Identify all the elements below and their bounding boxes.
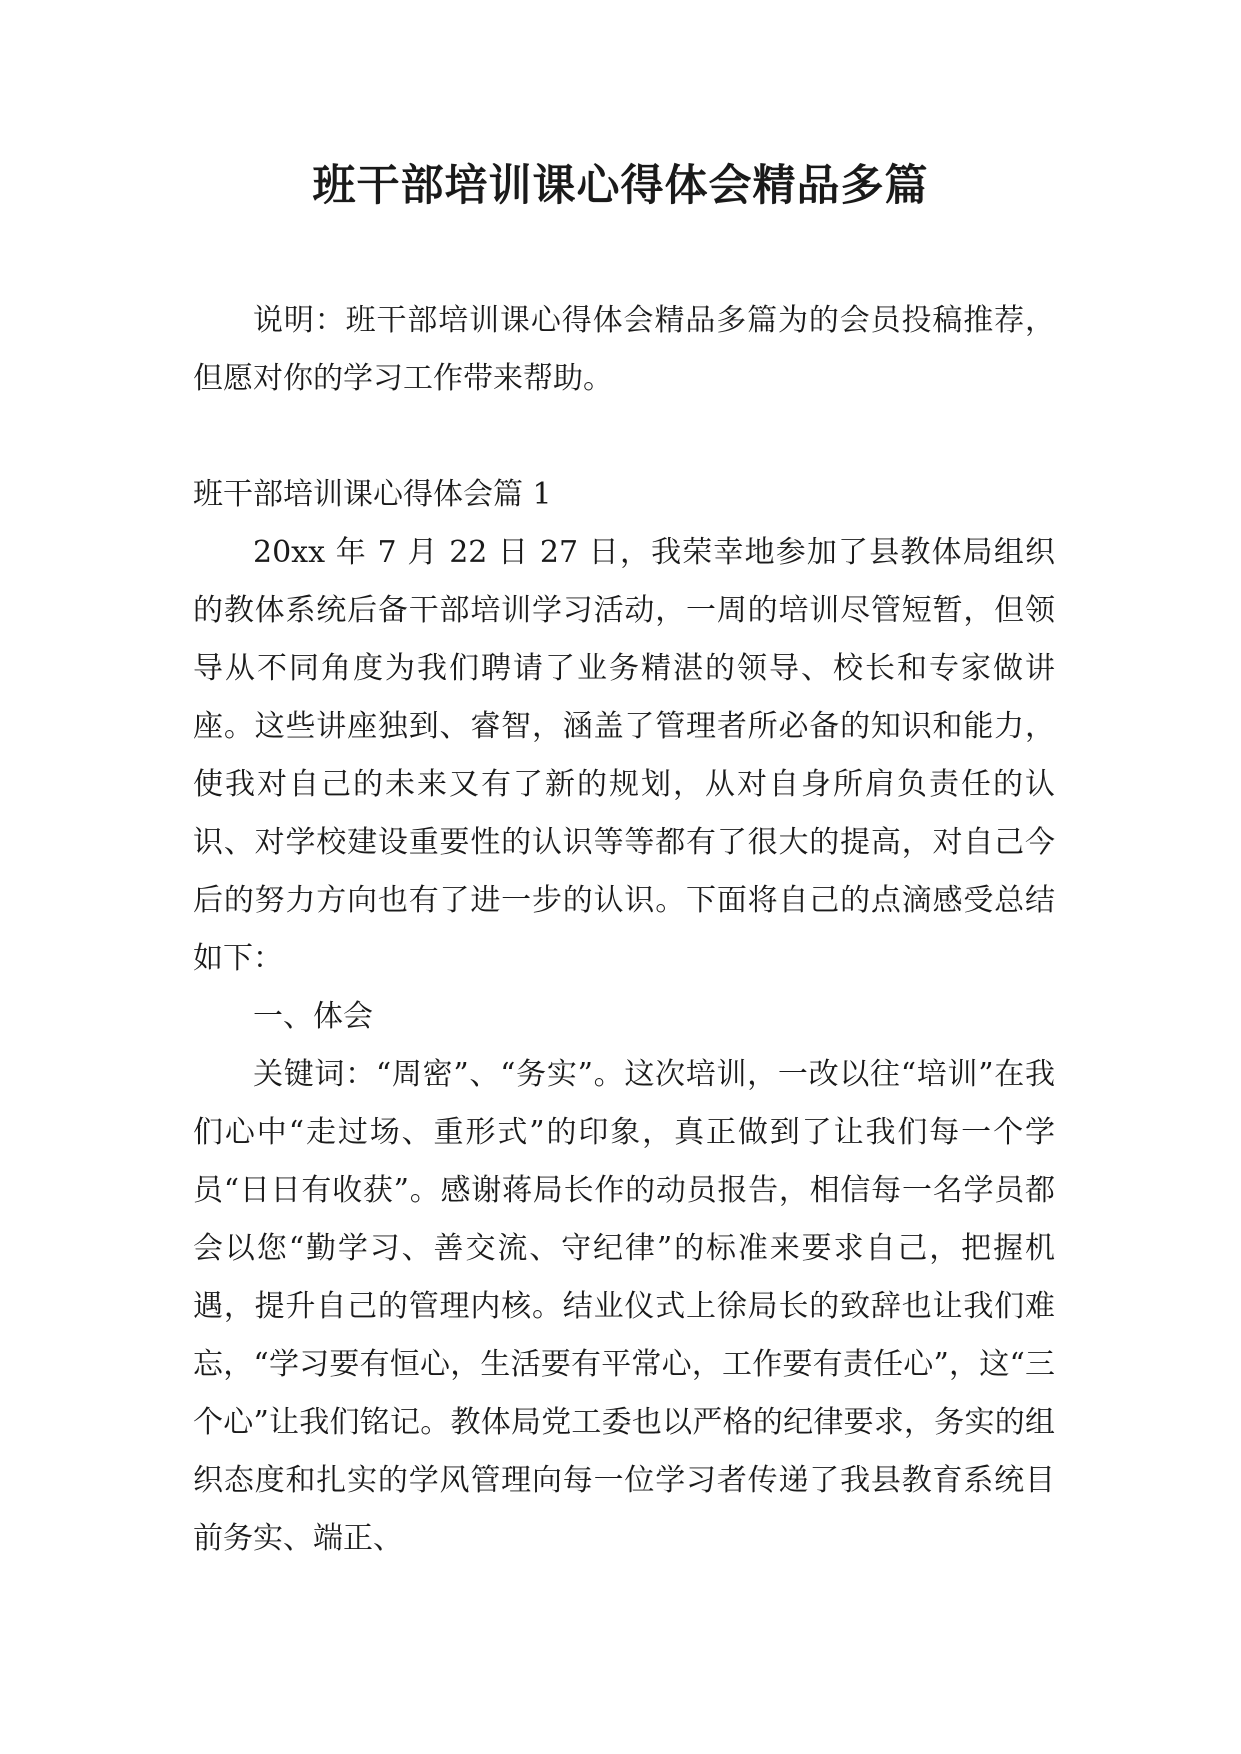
body-paragraph: 一、体会 xyxy=(253,999,373,1034)
body-paragraph: 关键词：“周密”、“务实”。这次培训，一改以往“培训”在我们心中“走过场、重形式”的印象，真正做到了让我们每一个学员“日日有收获”。感谢蒋局长作的动员报告，相信每一名学员都会以您“勤学习、善交流、守纪律”的标准来要求自己，把握机遇，提升自己的管理内核。结业仪式上徐局长的致辞也让我们难忘，“学习要有恒心，生活要有平常心，工作要有责任心”，这“三个心”让我们铭记。教体局党工委也以严格的纪律要求，务实的组织态度和扎实的学风管理向每一位学习者传递了我县教育系统目前务实、端正、 xyxy=(193,1057,1055,1556)
body-paragraph: 20xx 年 7 月 22 日 27 日，我荣幸地参加了县教体局组织的教体系统后备干部培训学习活动，一周的培训尽管短暂，但领导从不同角度为我们聘请了业务精湛的领导、校长和专家做讲座。这些讲座独到、睿智，涵盖了管理者所必备的知识和能力，使我对自己的未来又有了新的规划，从对自身所肩负责任的认识、对学校建设重要性的认识等等都有了很大的提高，对自己今后的努力方向也有了进一步的认识。下面将自己的点滴感受总结如下： xyxy=(193,535,1055,976)
intro-paragraph: 说明：班干部培训课心得体会精品多篇为的会员投稿推荐，但愿对你的学习工作带来帮助。 xyxy=(193,303,1055,396)
document-body xyxy=(193,292,1055,1568)
section-heading: 班干部培训课心得体会篇 1 xyxy=(193,477,552,512)
document-title: 班干部培训课心得体会精品多篇 xyxy=(312,161,929,211)
